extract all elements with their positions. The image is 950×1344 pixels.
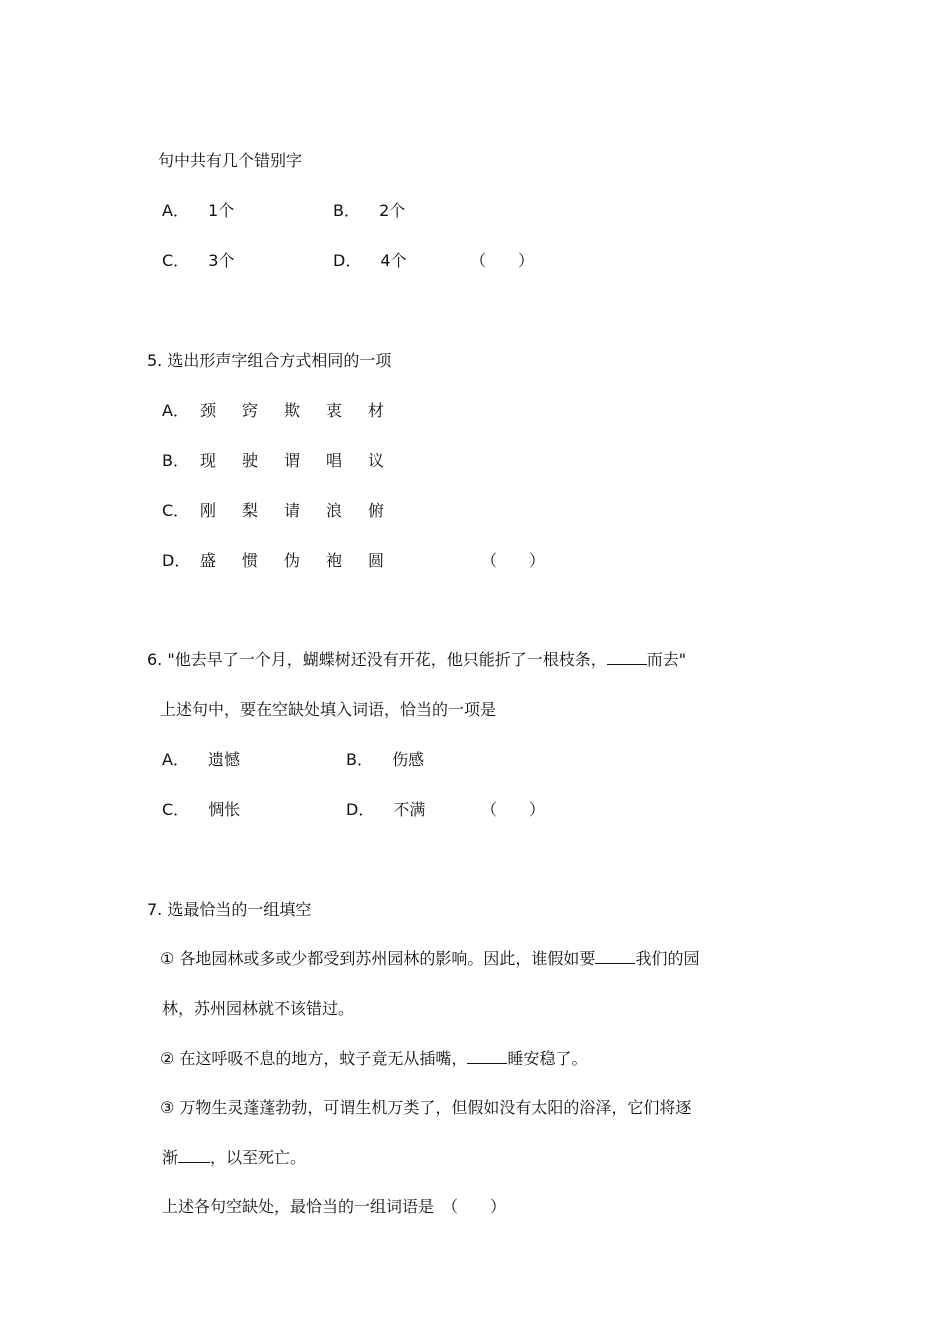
option-char: 袍 bbox=[326, 551, 343, 570]
option-char: 衷 bbox=[326, 401, 343, 420]
option-char: 唱 bbox=[326, 451, 343, 470]
option-text: 遗憾 bbox=[208, 750, 241, 769]
option-text: 惆怅 bbox=[208, 800, 241, 819]
q4-option-a[interactable] bbox=[162, 201, 234, 221]
q6-sub: 上述句中，要在空缺处填入词语，恰当的一项是 bbox=[160, 700, 497, 719]
q7-item-3: ③ 万物生灵蓬蓬勃勃，可谓生机万类了，但假如没有太阳的浴泽，它们将逐 bbox=[160, 1098, 692, 1117]
q7-item-1 bbox=[160, 949, 699, 969]
q4-option-b[interactable] bbox=[333, 201, 405, 221]
q7-closing bbox=[162, 1197, 506, 1217]
q6-blank[interactable] bbox=[607, 650, 647, 665]
option-char: 驶 bbox=[242, 451, 259, 470]
option-letter: A． bbox=[162, 750, 189, 769]
q7-item1-before: ① 各地园林或多或少都受到苏州园林的影响。因此，谁假如要 bbox=[160, 949, 596, 968]
option-text: 伤感 bbox=[392, 750, 425, 769]
option-char: 颈 bbox=[200, 401, 217, 420]
option-char: 盛 bbox=[200, 551, 217, 570]
q7-item-2 bbox=[160, 1049, 587, 1069]
q7-blank-2[interactable] bbox=[467, 1049, 507, 1064]
q7-closing-text: 上述各句空缺处，最恰当的一组词语是 bbox=[162, 1197, 435, 1216]
q6-stem-before: 6. "他去早了一个月，蝴蝶树还没有开花，他只能折了一根枝条， bbox=[147, 650, 607, 669]
q7-item1-after: 我们的园 bbox=[635, 949, 700, 968]
option-text: 3个 bbox=[208, 251, 235, 270]
q5-option-b[interactable] bbox=[162, 451, 410, 471]
option-letter: D． bbox=[162, 551, 191, 570]
q7-item-3-cont bbox=[162, 1148, 306, 1168]
q5-stem: 5. 选出形声字组合方式相同的一项 bbox=[147, 351, 392, 370]
option-char: 议 bbox=[368, 451, 385, 470]
q7-blank-3[interactable] bbox=[178, 1148, 210, 1163]
option-letter: B． bbox=[162, 451, 189, 470]
option-char: 圆 bbox=[368, 551, 385, 570]
q4-option-d[interactable] bbox=[333, 251, 407, 271]
q5-answer-paren[interactable]: （ ） bbox=[481, 551, 546, 570]
q7-blank-1[interactable] bbox=[595, 949, 635, 964]
option-char: 浪 bbox=[326, 501, 343, 520]
q6-stem-after: 而去" bbox=[646, 650, 687, 669]
option-letter: B． bbox=[333, 201, 360, 220]
q6-option-d[interactable] bbox=[346, 800, 425, 820]
q7-item-1-cont: 林，苏州园林就不该错过。 bbox=[162, 999, 355, 1018]
option-letter: D． bbox=[346, 800, 375, 819]
option-letter: A． bbox=[162, 201, 189, 220]
q6-option-c[interactable] bbox=[162, 800, 240, 820]
q7-item3-cont-after: ，以至死亡。 bbox=[210, 1148, 307, 1167]
option-char: 惯 bbox=[242, 551, 259, 570]
q6-answer-paren[interactable]: （ ） bbox=[481, 800, 546, 819]
q7-item2-before: ② 在这呼吸不息的地方，蚊子竟无从插嘴， bbox=[160, 1049, 468, 1068]
option-char: 谓 bbox=[284, 451, 301, 470]
option-char: 欺 bbox=[284, 401, 301, 420]
option-text: 1个 bbox=[208, 201, 235, 220]
option-letter: C． bbox=[162, 251, 190, 270]
option-char: 现 bbox=[200, 451, 217, 470]
q7-item3-cont-before: 渐 bbox=[162, 1148, 179, 1167]
q5-option-a[interactable] bbox=[162, 401, 410, 421]
option-letter: D． bbox=[333, 251, 362, 270]
option-letter: A． bbox=[162, 401, 189, 420]
option-char: 刚 bbox=[200, 501, 217, 520]
option-text: 2个 bbox=[379, 201, 406, 220]
option-char: 请 bbox=[284, 501, 301, 520]
q4-stem: 句中共有几个错别字 bbox=[158, 151, 303, 170]
q6-option-b[interactable] bbox=[346, 750, 424, 770]
option-char: 俯 bbox=[368, 501, 385, 520]
q4-answer-paren[interactable]: （ ） bbox=[470, 251, 535, 270]
option-letter: B． bbox=[346, 750, 373, 769]
q7-item2-after: 睡安稳了。 bbox=[507, 1049, 588, 1068]
option-char: 伪 bbox=[284, 551, 301, 570]
q7-stem: 7. 选最恰当的一组填空 bbox=[147, 900, 312, 919]
q6-stem bbox=[147, 650, 686, 670]
q6-option-a[interactable] bbox=[162, 750, 240, 770]
option-char: 材 bbox=[368, 401, 385, 420]
option-char: 窍 bbox=[242, 401, 259, 420]
q5-option-d[interactable] bbox=[162, 551, 410, 571]
option-letter: C． bbox=[162, 501, 190, 520]
q5-option-c[interactable] bbox=[162, 501, 410, 521]
q7-answer-paren[interactable]: （ ） bbox=[442, 1197, 507, 1216]
q4-option-c[interactable] bbox=[162, 251, 234, 271]
option-text: 不满 bbox=[393, 800, 426, 819]
option-letter: C． bbox=[162, 800, 190, 819]
option-text: 4个 bbox=[380, 251, 407, 270]
option-char: 梨 bbox=[242, 501, 259, 520]
